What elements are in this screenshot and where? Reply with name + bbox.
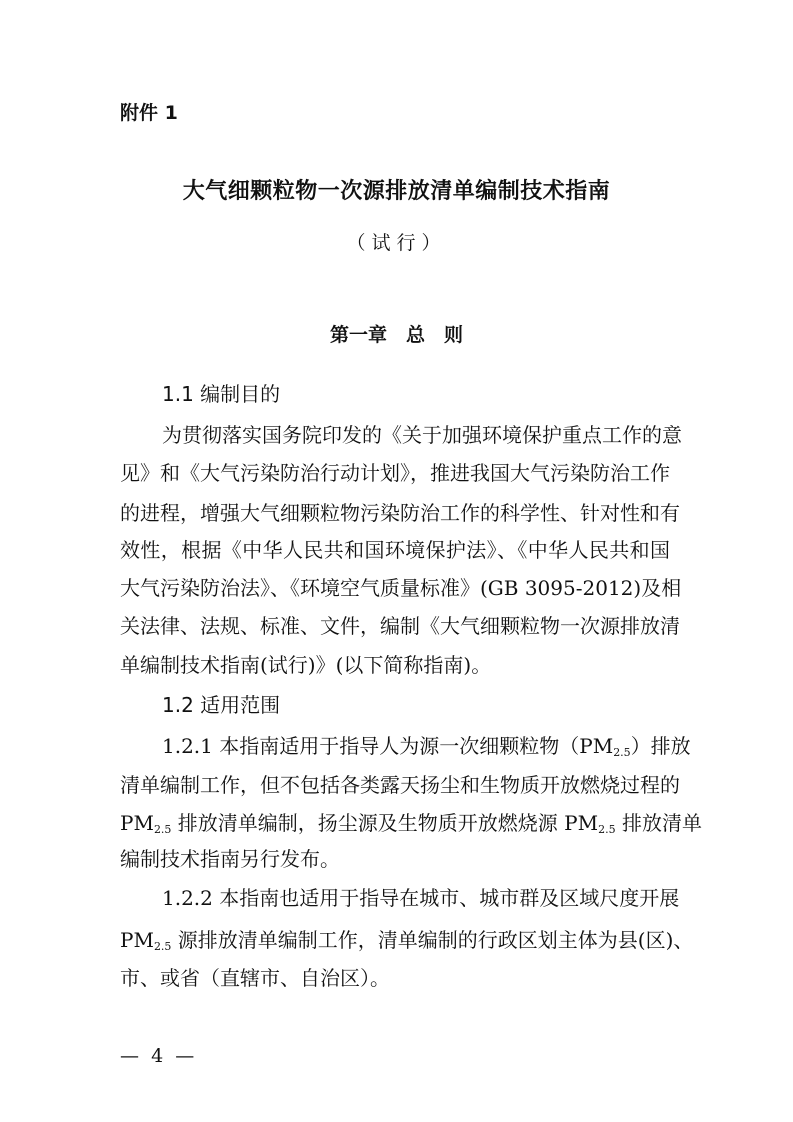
paragraph-line [120,965,670,991]
paragraph-line [120,772,680,798]
paragraph-line [120,885,680,911]
subscript: 2.5 [598,823,616,836]
paragraph-line [120,846,670,872]
text-segment: 排放清单编制，扬尘源及生物质开放燃烧源 PM [171,811,599,835]
text-segment: 的进程，增强大气细颗粒物污染防治工作的科学性、针对性和有 [120,501,680,525]
paragraph-line [120,810,702,843]
section-heading [120,381,670,407]
page-number: — 4 — [120,1045,195,1067]
text-segment: 排放清单 [615,811,702,835]
paragraph-line [120,613,680,639]
document-subtitle: （试行） [346,232,447,254]
subscript: 2.5 [153,823,172,836]
paragraph-line [120,733,691,766]
paragraph-line [120,460,670,486]
text-segment: 1.1 编制目的 [162,382,281,406]
text-segment: 清单编制工作，但不包括各类露天扬尘和生物质开放燃烧过程的 [120,773,680,797]
text-segment: 编制技术指南另行发布。 [120,847,340,871]
subscript: 2.5 [153,940,172,953]
text-segment: PM [120,811,154,835]
text-segment: PM [120,928,154,952]
attachment-label: 附件 1 [120,102,178,124]
paragraph-line [120,575,682,601]
text-segment: 1.2.1 本指南适用于指导人为源一次细颗粒物（PM [162,734,614,758]
text-segment: 源排放清单编制工作，清单编制的行政区划主体为县(区)、 [171,928,694,952]
section-heading [120,692,670,718]
text-segment: 关法律、法规、标准、文件，编制《大气细颗粒物一次源排放清 [120,614,680,638]
text-segment: 大气污染防治法》、《环境空气质量标准》(GB 3095-2012)及相 [120,576,682,600]
paragraph-line [120,652,670,678]
text-segment: 1.2.2 本指南也适用于指导在城市、城市群及区域尺度开展 [162,886,680,910]
text-segment: ）排放 [630,734,691,758]
document-title: 大气细颗粒物一次源排放清单编制技术指南 [182,179,611,204]
text-segment: 1.2 适用范围 [162,693,281,717]
subscript: 2.5 [613,746,631,759]
text-segment: 见》和《大气污染防治行动计划》，推进我国大气污染防治工作 [120,461,670,485]
paragraph-line [120,927,694,960]
paragraph-line [120,537,670,563]
text-segment: 单编制技术指南(试行)》(以下简称指南)。 [120,653,492,677]
text-segment: 为贯彻落实国务院印发的《关于加强环境保护重点工作的意 [162,423,682,447]
paragraph-line [120,422,682,448]
chapter-heading: 第一章 总 则 [329,324,463,346]
paragraph-line [120,500,680,526]
text-segment: 市、或省（直辖市、自治区）。 [120,966,390,990]
text-segment: 效性，根据《中华人民共和国环境保护法》、《中华人民共和国 [120,538,670,562]
